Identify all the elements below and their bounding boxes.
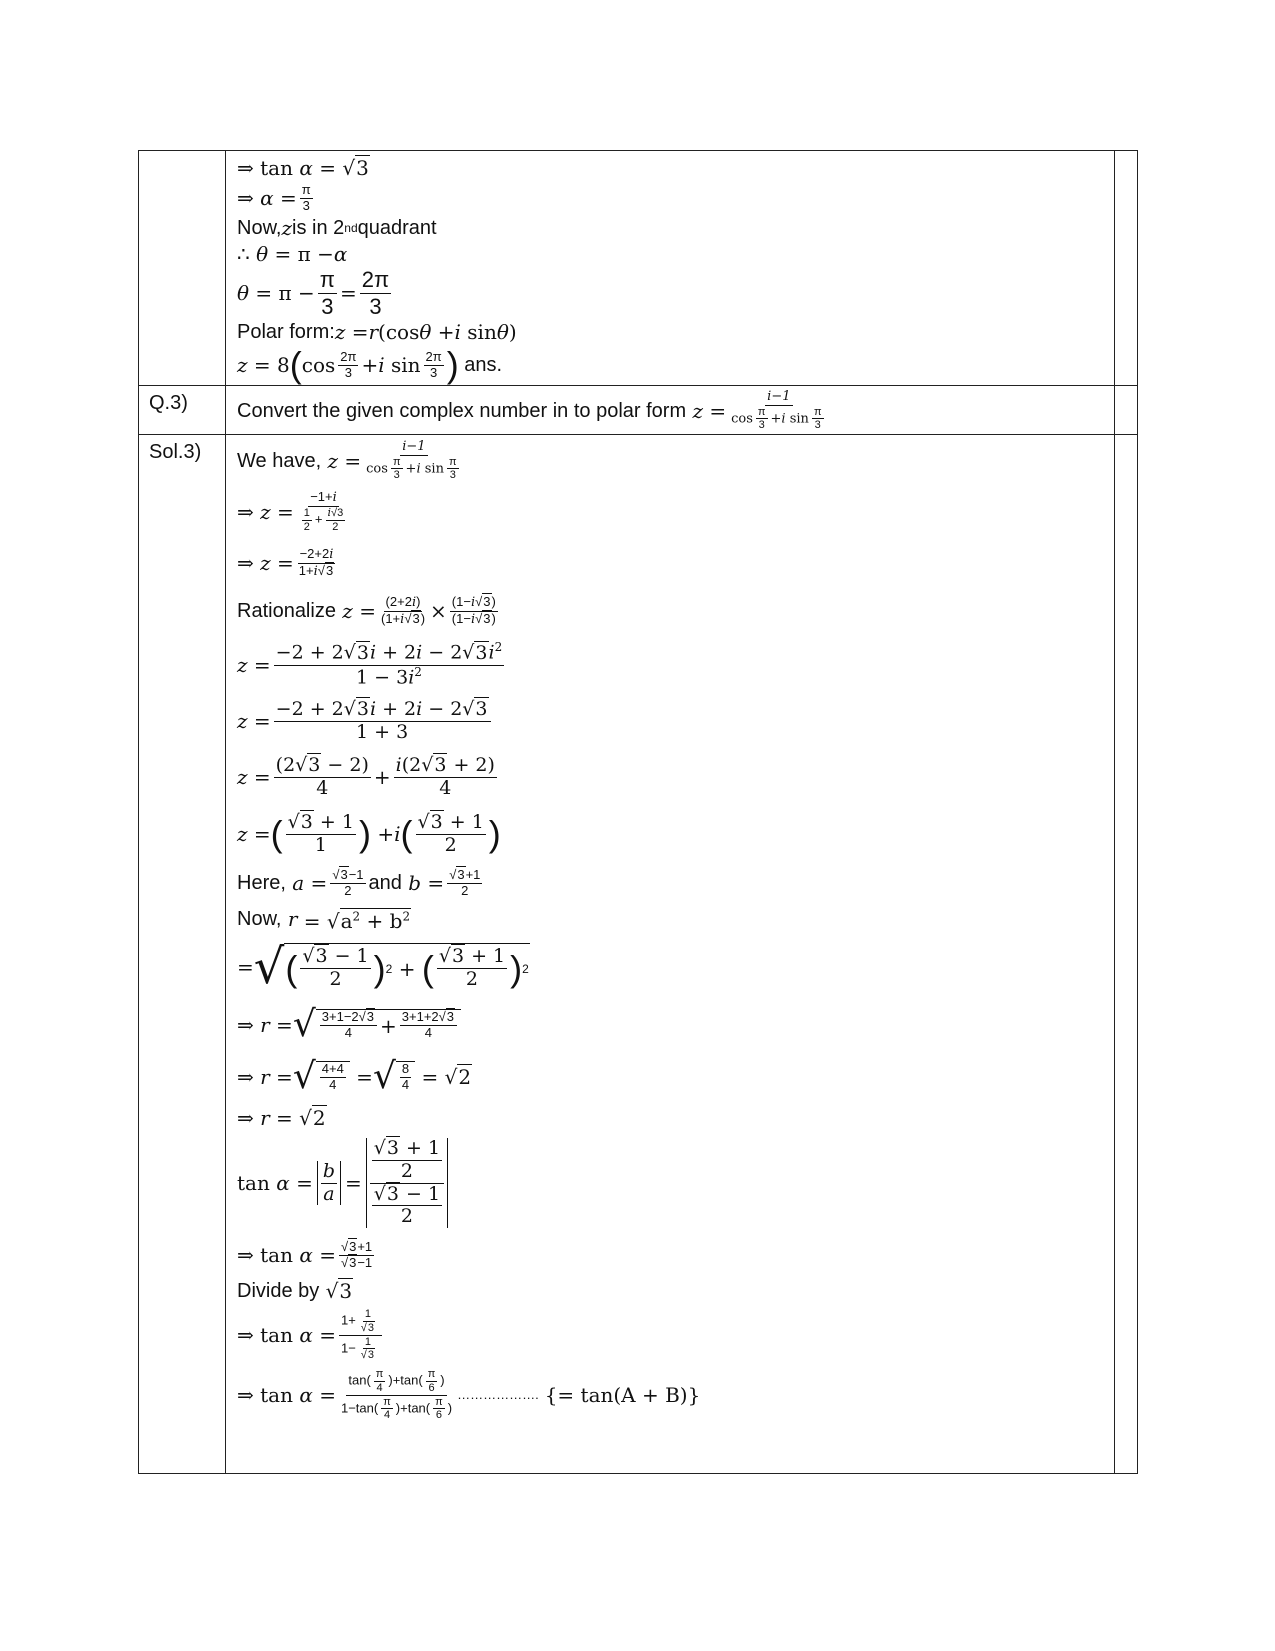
label-cell	[139, 386, 226, 435]
text: Now,	[237, 217, 282, 239]
content-cell	[226, 435, 1115, 1474]
line-quadrant	[237, 215, 1114, 241]
line-alpha: ⇒ α = $\frac{\pi}{3}$	[237, 181, 311, 213]
line-rationalize: Rationalize z = $\frac{(2+2i)}{(1+i√3)}$ × $\frac{(1-i√3)}{(1-i√3)}$	[237, 593, 496, 627]
text: is in 2	[292, 217, 345, 239]
line-we-have: We have, z = i−1 cos $\frac{\pi}{3}$ +i sin $\frac{\pi}{3}$	[237, 438, 457, 482]
table-row	[139, 151, 1138, 386]
line-r-step1: ⇒ r = √ 3+1−2√3 4 + $\frac{3+1+2√3}{4}$	[237, 999, 1114, 1051]
label-cell	[139, 151, 226, 386]
line-step1: ⇒ z = −1+i $\frac{1}{2}$ + $\frac{i√3}{2}$	[237, 489, 344, 533]
line-r-def: Now, r = $√a^2 + b^2$	[237, 907, 411, 934]
line-split: z = $\frac{(2√3 - 2)}{4}$ + $\frac{i(2√3 + 2)}{4}$	[237, 753, 495, 799]
identity-note: {= tan(A + B)}	[544, 1383, 701, 1407]
line-tan-abs: tan α = b a = $\frac{√3 + 1}{2}$ $\frac{√3 - 1}{2}$	[237, 1133, 1114, 1233]
text: Now,	[237, 908, 282, 930]
margin-cell	[1115, 435, 1138, 1474]
text: and	[368, 872, 402, 894]
table-row	[139, 386, 1138, 435]
text: Rationalize	[237, 600, 336, 622]
var-z: z	[281, 216, 293, 240]
line-step2: ⇒ z = $\frac{-2+2i}{1+i√3}$	[237, 545, 334, 579]
margin-cell	[1115, 151, 1138, 386]
content-cell	[226, 386, 1115, 435]
line-r-step2: ⇒ r = √ 4+4 4 = √ 8 4 = √2	[237, 1056, 472, 1097]
dots: ……………….	[457, 1387, 539, 1402]
line-theta-def: ∴ θ = π − α	[237, 242, 348, 266]
text: Here,	[237, 872, 286, 894]
line-answer: z = 8 ( cos 2π 3 + i sin 2π 3 ) ans.	[237, 344, 503, 385]
line-tan-ratio: ⇒ tan α = $\frac{√3+1}{√3-1}$	[237, 1238, 373, 1270]
text: Polar form:	[237, 321, 335, 343]
line-r-expand: = √ ( √3 − 1 2 ) 2 + ( √3 + 1 2 ) 2	[237, 939, 529, 995]
text: quadrant	[357, 217, 437, 239]
line-r-result: ⇒ r = √2	[237, 1106, 326, 1130]
line-theta-value: θ = π − $\frac{\pi}{3}$ = $\frac{2\pi}{3}$	[237, 267, 390, 319]
question-label: Q.3)	[149, 392, 188, 414]
line-tan-divided: ⇒ tan α = 1+ $\frac{1}{√3}$ 1− $\frac{1}{√3}$	[237, 1305, 1114, 1365]
content-cell	[226, 151, 1115, 386]
line-reduced: z = ( √3 + 1 1 ) + i ( √3 + 1 2 )	[237, 810, 501, 856]
superscript: nd	[344, 221, 358, 235]
line-divide: Divide by √3	[237, 1279, 353, 1303]
line-polar-form: Polar form: z = r (cos θ + i sin θ )	[237, 320, 517, 344]
line-tan-identity: ⇒ tan α = tan( $\frac{\pi}{4}$ )+tan( $\frac{\pi}{6}$ ) 1−tan( $\frac{\pi}{4}$ )+tan( $\frac{\pi}{6}$ ) ………………. {= tan(A + B)}	[237, 1368, 701, 1422]
question-body: Convert the given complex number in to polar form	[237, 400, 687, 422]
solution-label: Sol.3)	[149, 441, 202, 463]
question-text: Convert the given complex number in to polar form z = i−1 cos $\frac{\pi}{3}$ +i sin $\frac{\pi}{3}$	[237, 388, 822, 432]
line-tan-alpha: ⇒ tan α = √3	[237, 156, 369, 180]
label-cell	[139, 435, 226, 1474]
line-here: Here, a = $\frac{√3-1}{2}$ and b = $\frac{√3+1}{2}$	[237, 866, 481, 898]
line-simplify: z = $\frac{-2 + 2√3i + 2i - 2√3}{1 + 3}$	[237, 693, 1114, 749]
solution-table	[138, 150, 1138, 1474]
line-expand: z = $\frac{-2 + 2√3i + 2i - 2√3i^2}{1 - 3i^2}$	[237, 640, 503, 688]
table-row	[139, 435, 1138, 1474]
text: Divide by	[237, 1280, 320, 1302]
margin-cell	[1115, 386, 1138, 435]
text: We have,	[237, 450, 322, 472]
